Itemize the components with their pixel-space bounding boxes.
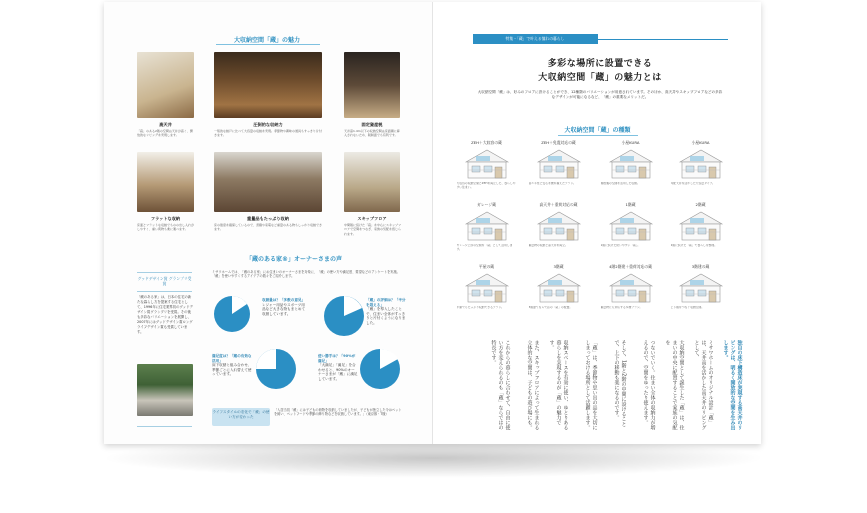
title-rule — [216, 44, 320, 45]
caption-3: 固定資産税 — [361, 122, 383, 127]
body-column-2: ミサワホームのオリジナル設計「蔵」は、天井高を活かした高天井のリビングとして、 — [693, 340, 714, 430]
text-2: 一般的な納戸に比べて大容量の収納を実現。季節物や趣味の道具もすっきり片付きます。 — [214, 129, 322, 138]
q2-text: 「蔵」を導入したことで、住まい全体がすっきりと片付くようになりました。 — [366, 307, 406, 325]
voice-title: 「蔵のある家®」オーナーさまの声 — [245, 256, 342, 263]
photo-storage — [214, 52, 322, 118]
body-column-5: そして、1階と2階の中間に設けることで、上下の移動も楽になるのです。 — [613, 340, 627, 427]
type-label-9: 平屋の蔵 — [478, 264, 495, 269]
page-shadow — [100, 438, 767, 478]
pie-chart-3 — [254, 347, 302, 391]
type-label-12: 3階建の蔵 — [691, 264, 710, 269]
q4-title: 使い勝手は？「90%が満足」 — [318, 354, 356, 363]
award-header — [137, 272, 192, 292]
types-title: 大収納空間「蔵」の種類 — [564, 127, 631, 134]
lead-text: 大収納空間「蔵」は、好みのフロアに設けることができ、12種類のバリエーションが用意されています。そのほか、高天井やスキップフロアなどの多彩なデザインが可能になるなど、「蔵」の重要なメリットだ。 — [477, 90, 723, 100]
type-text-11: 重量物にも対応する多層プラン。 — [600, 306, 643, 309]
q3-title: 満足度は？「蔵の有効な活用」 — [212, 354, 252, 363]
photo-flat-storage — [137, 152, 194, 212]
type-label-11: 4階2階建＋重荷対応の蔵 — [609, 264, 652, 269]
headline-1: 多彩な場所に設置できる — [547, 59, 653, 69]
type-text-5: ガレージ上部の空間を「蔵」として活用します。 — [456, 244, 513, 251]
feature-tag — [473, 34, 598, 44]
body-column-1: 独自の床下構造床が実現する高天井のリビングは、明るく開放的な空間を生み出します。 — [722, 340, 743, 430]
text-4: 床面とフラットな収納でものの出し入れがしやすく、重い荷物も楽に運べます。 — [137, 223, 194, 232]
q4-text: 「大満足」「満足」を合わせると、90%のオーナーさまが「蔵」に満足しています。 — [318, 363, 358, 381]
pie-chart-2 — [322, 294, 372, 338]
left-page — [104, 2, 433, 444]
text-5: 床の強度を確保しているので、書籍や家電など重量のある物もしっかり収納できます。 — [214, 223, 322, 232]
body-column-3: 大収納空間として誕生した「蔵」は、住まいの中央に配置することで家族の気配を — [664, 340, 685, 430]
caption-5: 重量品もたっぷり収納 — [247, 216, 289, 221]
type-label-6: 高天井＋重荷対応の蔵 — [539, 202, 578, 207]
tag-rule — [598, 39, 728, 40]
type-label-7: 1階蔵 — [625, 202, 636, 207]
bottom-text: 「入居当初「蔵」には子どもの荷物を収納していましたが、子どもが独立した今はペットを飼い、ペットフードや季節の飾り物などを収納しています。」（東京都・T様） — [274, 408, 402, 417]
type-text-9: 平屋でもたっぷり収納できるプラン。 — [456, 306, 504, 309]
photo-high-ceiling — [137, 52, 194, 118]
type-text-10: 3階建てならではの「蔵」の配置。 — [528, 306, 573, 309]
headline-2: 大収納空間「蔵」の魅力とは — [538, 73, 662, 83]
q3 — [212, 354, 254, 377]
type-label-8: 2階蔵 — [695, 202, 706, 207]
photo-house-exterior — [137, 364, 193, 416]
types-rule — [558, 135, 638, 136]
caption-1: 高天井 — [159, 122, 172, 127]
type-text-3: 屋根裏の空間を活用した収納。 — [600, 182, 640, 185]
type-label-4: 小屋KURA — [691, 140, 710, 145]
body-column-6: 「蔵」は、季節物や思い出の品を大切にしまっておける場所として活躍します。 — [584, 340, 598, 430]
photo-heavy-storage — [214, 152, 322, 212]
type-text-12: 上下階をつなぐ収納空間。 — [670, 306, 705, 309]
q1-title: 収納量は？「多数の意見」 — [262, 298, 306, 302]
type-text-6: 重量物の収納と高天井を両立。 — [528, 244, 568, 247]
q3-text: 床下収納と組み合わせ、季節ごとに入れ替えて使っています。 — [212, 363, 252, 377]
body-column-7: 収納スペースを有効に使い、ゆとりある暮らしを実現するのが「蔵」の魅力です。 — [548, 340, 569, 430]
pie-3-slice-minor — [256, 349, 276, 369]
award-rule — [137, 426, 192, 427]
type-label-10: 3階蔵 — [553, 264, 564, 269]
type-text-2: 省エネ性と安心を兼ね備えたプラン。 — [528, 182, 576, 185]
body-column-8: また、スキップフロアによって生まれる立体的な空間は、子どもの遊び場にも。 — [526, 340, 540, 430]
pie-chart-4 — [356, 347, 406, 391]
photo-attic — [344, 52, 400, 118]
body-column-4: つないでいく。住まい全体の収納力が増えるので、空間をゆったり使えます。 — [642, 340, 656, 430]
text-6: 中間階に設けた「蔵」を中心にスキップフロアで空間をつなぎ、家族の気配を感じられます。 — [344, 223, 401, 236]
caption-4: フラットな収納 — [150, 216, 181, 221]
type-label-1: ZEH＋大収容の蔵 — [471, 140, 502, 145]
body-column-9: これからの暮らしに合わせて、自由に使い方を変えられるのも「蔵」ならではの特長です。 — [490, 340, 511, 430]
type-text-4: 勾配天井を活かした大容量タイプ。 — [670, 182, 715, 185]
text-1: 「蔵」のある2階の空間は天井が高く、開放的なリビングを実現します。 — [137, 129, 193, 138]
type-text-1: 大収容の収納空間とZEHを両立した、暮らしやすい住まい。 — [456, 182, 516, 189]
q1 — [262, 298, 307, 316]
type-text-7: 1階に設けた使いやすい「蔵」。 — [600, 244, 641, 247]
q2-title: 「蔵」の評価は？「半分を超える」 — [366, 298, 406, 307]
text-3: 天井高1.4m以下の収納空間は床面積に算入されないため、税制面でも有利です。 — [344, 129, 400, 138]
lifestyle-button: ライフスタイルの変化で「蔵」の使い方が変わった — [212, 408, 270, 426]
type-label-2: ZEH＋免震対応の蔵 — [541, 140, 576, 145]
award-title: グッドデザイン賞 グランプリ受賞 — [137, 276, 192, 286]
q2 — [366, 298, 406, 326]
feature-tag-text: 特集・「蔵」で叶える憧れの暮らし — [505, 36, 565, 41]
type-label-3: 小屋KURA — [621, 140, 640, 145]
brochure-spread — [104, 2, 761, 444]
section-title: 大収納空間「蔵」の魅力 — [233, 37, 300, 44]
q1-text: レジャー用品やスポーツ用品など大きな物もまとめて収納しています。 — [262, 302, 306, 316]
type-text-8: 2階に設けた「蔵」で暮らしを整理。 — [670, 244, 718, 247]
voice-intro: ミサワホームでは、「蔵のある家」にお住まいのオーナーさまを対象に、「蔵」の使い方や満足度、要望などのアンケートを実施。「蔵」を使いやすくするアイデアの数々をご紹介します。 — [212, 270, 400, 279]
type-label-5: ガレージ蔵 — [477, 202, 496, 207]
caption-2: 圧倒的な収納力 — [253, 122, 283, 127]
q4 — [318, 354, 358, 382]
caption-6: スキップフロア — [357, 216, 387, 221]
award-text: 「蔵のある家」は、日本の住宅の新たな暮らし方を提案する住宅として、1996年に住宅業界初のグッドデザイン賞グランプリを受賞。その後も多彩なバリエーションを展開し、2007年にはグッドデザイン賞ロングライフデザイン賞も受賞しています。 — [137, 295, 193, 334]
pie-chart-1 — [212, 294, 262, 334]
right-page — [433, 2, 762, 444]
photo-skip-floor — [344, 152, 400, 212]
